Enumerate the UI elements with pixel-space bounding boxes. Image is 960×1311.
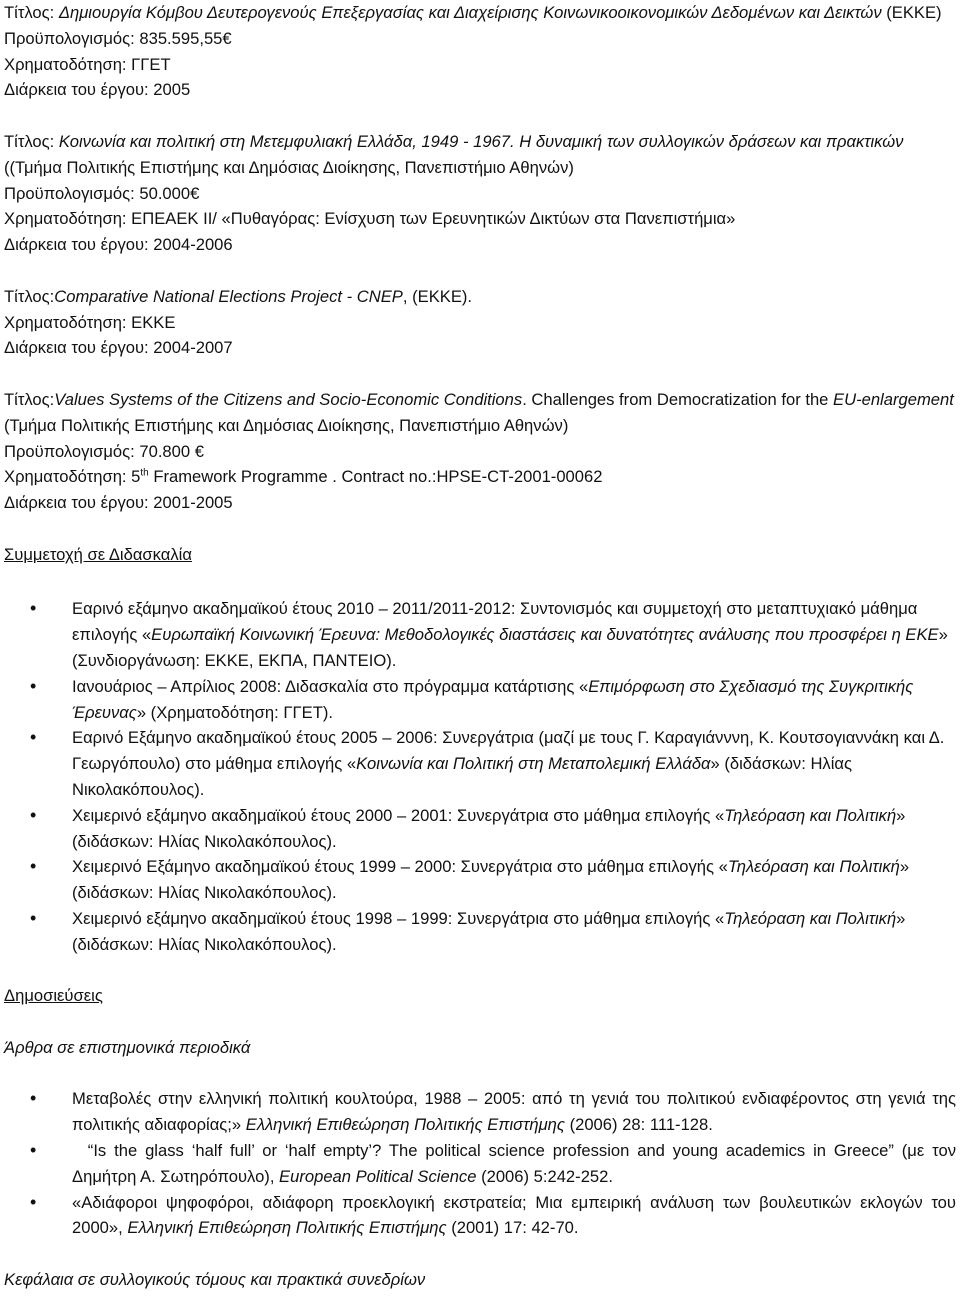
project-duration: Διάρκεια του έργου: 2001-2005 (4, 493, 233, 513)
list-item: • Εαρινό εξάμηνο ακαδημαϊκού έτους 2010 – 2011/2011-2012: Συντονισμός και συμμετοχή στο μεταπτυχιακό μάθημα επιλογής «Ευρωπαϊκή Κοινωνική Έρευνα: Μεθοδολογικές διαστάσεις και δυνατότητες ανάλυσης που προσφέρει η ΕΚΕ» (Συνδιοργάνωση: ΕΚΚΕ, ΕΚΠΑ, ΠΑΝΤΕΙΟ). (4, 596, 956, 673)
spacer (4, 568, 956, 594)
project-title: Τίτλος: Κοινωνία και πολιτική στη Μετεμφυλιακή Ελλάδα, 1949 - 1967. Η δυναμική των συλλογικών δράσεων και πρακτικών ((Τμήμα Πολιτικής Επιστήμης και Δημόσιας Διοίκησης, Πανεπιστήμιο Αθηνών) (4, 131, 904, 177)
publications-heading: Δημοσιεύσεις (4, 986, 103, 1006)
teaching-list (4, 596, 956, 957)
project-entry (4, 284, 956, 361)
list-item: • Χειμερινό Εξάμηνο ακαδημαϊκού έτους 1999 – 2000: Συνεργάτρια στο μάθημα επιλογής «Τηλεόραση και Πολιτική» (διδάσκων: Ηλίας Νικολακόπουλος). (4, 854, 956, 906)
teaching-heading: Συμμετοχή σε Διδασκαλία (4, 544, 192, 564)
project-title: Τίτλος:Values Systems of the Citizens and Socio-Economic Conditions. Challenges from Democratization for the EU-enlargement (Τμήμα Πολιτικής Επιστήμης και Δημόσιας Διοίκησης, Πανεπιστήμιο Αθηνών) (4, 389, 954, 435)
project-duration: Διάρκεια του έργου: 2004-2007 (4, 338, 233, 358)
spacer (4, 258, 956, 284)
publications-list (4, 1086, 960, 1241)
project-budget: Προϋπολογισμός: 835.595,55€ (4, 28, 232, 48)
project-duration: Διάρκεια του έργου: 2004-2006 (4, 235, 233, 255)
spacer (4, 1009, 956, 1035)
list-item: • Μεταβολές στην ελληνική πολιτική κουλτούρα, 1988 – 2005: από τη γενιά του πολιτικού ενδιαφέροντος στη γενιά της πολιτικής αδιαφορίας;» Ελληνική Επιθεώρηση Πολιτικής Επιστήμης (2006) 28: 111-128. (4, 1086, 956, 1138)
list-item: • “Is the glass ‘half full’ or ‘half empty’? The political science profession and young academics in Greece” (με τον Δημήτρη Α. Σωτηρόπουλο), European Political Science (2006) 5:242-252. (4, 1138, 956, 1190)
spacer (4, 516, 956, 542)
project-entry (4, 129, 956, 258)
publications-subheading-2: Κεφάλαια σε συλλογικούς τόμους και πρακτικά συνεδρίων (4, 1270, 426, 1290)
project-funding: Χρηματοδότηση: ΓΓΕΤ (4, 54, 171, 74)
publications-subheading: Άρθρα σε επιστημονικά περιοδικά (4, 1037, 251, 1057)
list-item: • «Αδιάφοροι ψηφοφόροι, αδιάφορη προεκλογική εκστρατεία; Μια εμπειρική ανάλυση των βουλευτικών εκλογών του 2000», Ελληνική Επιθεώρηση Πολιτικής Επιστήμης (2001) 17: 42-70. (4, 1190, 956, 1242)
list-item: • Χειμερινό εξάμηνο ακαδημαϊκού έτους 1998 – 1999: Συνεργάτρια στο μάθημα επιλογής «Τηλεόραση και Πολιτική» (διδάσκων: Ηλίας Νικολακόπουλος). (4, 906, 956, 958)
list-item: • Ιανουάριος – Απρίλιος 2008: Διδασκαλία στο πρόγραμμα κατάρτισης «Επιμόρφωση στο Σχεδιασμό της Συγκριτικής Έρευνας» (Χρηματοδότηση: ΓΓΕΤ). (4, 674, 956, 726)
project-budget: Προϋπολογισμός: 70.800 € (4, 441, 204, 461)
project-entry (4, 387, 956, 516)
project-title: Τίτλος:Comparative National Elections Project - CNEP, (ΕΚΚΕ). (4, 286, 473, 306)
project-title: Τίτλος: Δημιουργία Κόμβου Δευτερογενούς Επεξεργασίας και Διαχείρισης Κοινωνικοοικονομικών Δεδομένων και Δεικτών (ΕΚΚΕ) (4, 3, 942, 22)
spacer (4, 103, 956, 129)
project-funding: Χρηματοδότηση: ΕΠΕΑΕΚ ΙΙ/ «Πυθαγόρας: Ενίσχυση των Ερευνητικών Δικτύων στα Πανεπιστήμια» (4, 209, 736, 229)
project-entry (4, 0, 956, 103)
list-item: • Εαρινό Εξάμηνο ακαδημαϊκού έτους 2005 – 2006: Συνεργάτρια (μαζί με τους Γ. Καραγιάνννη, Κ. Κουτσογιαννάκη και Δ. Γεωργόπουλο) στο μάθημα επιλογής «Κοινωνία και Πολιτική στη Μεταπολεμική Ελλάδα» (διδάσκων: Ηλίας Νικολακόπουλος). (4, 725, 956, 802)
project-duration: Διάρκεια του έργου: 2005 (4, 80, 191, 100)
project-budget: Προϋπολογισμός: 50.000€ (4, 183, 200, 203)
spacer (4, 1241, 956, 1267)
spacer (4, 1061, 956, 1087)
spacer (4, 957, 956, 983)
document-page (4, 0, 960, 1293)
project-funding: Χρηματοδότηση: ΕΚΚΕ (4, 312, 176, 332)
list-item: • Χειμερινό εξάμηνο ακαδημαϊκού έτους 2000 – 2001: Συνεργάτρια στο μάθημα επιλογής «Τηλεόραση και Πολιτική» (διδάσκων: Ηλίας Νικολακόπουλος). (4, 803, 956, 855)
spacer (4, 361, 956, 387)
project-funding: Χρηματοδότηση: 5th Framework Programme . Contract no.:HPSE-CT-2001-00062 (4, 467, 603, 487)
